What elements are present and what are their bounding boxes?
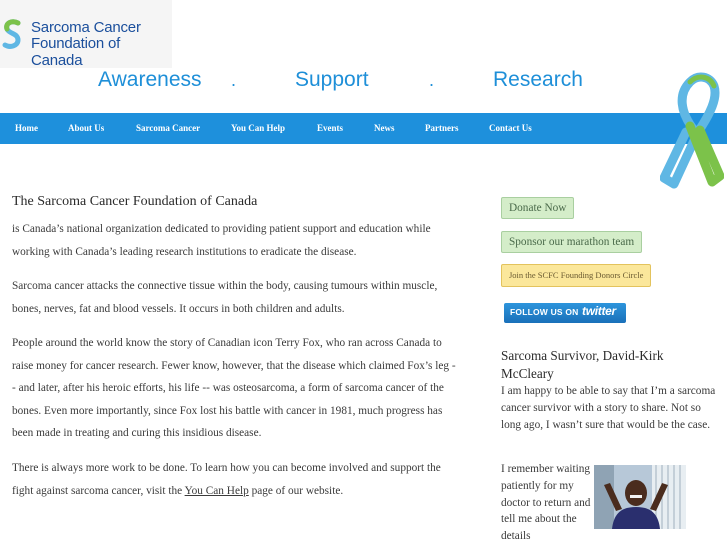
nav-you-can-help[interactable]: You Can Help: [231, 123, 286, 133]
get-involved-paragraph: [12, 457, 457, 502]
tagline-awareness: Awareness: [98, 68, 202, 91]
nav-partners[interactable]: Partners: [425, 123, 459, 133]
nav-about-us[interactable]: About Us: [68, 123, 105, 133]
survivor-title: Sarcoma Survivor, David-Kirk McCleary: [501, 348, 664, 381]
survivor-intro: I am happy to be able to say that I’m a sarcoma cancer survivor with a story to share. Not so long ago, I wasn’t sure that would be the case.: [501, 385, 716, 431]
awareness-ribbon-icon: [660, 72, 724, 192]
terry-fox-paragraph: People around the world know the story of Canadian icon Terry Fox, who ran across Canada to raise money for cancer research. Fewer know, however, that the disease which claimed Fox’s leg -- and later, after his heroic efforts, his life -- was osteosarcoma, a form of sarcoma cancer of the bones. Even more importantly, since Fox lost his battle with cancer in 1981, much progress has been made in treating and curing this insidious disease.: [12, 337, 456, 440]
twitter-follow-button[interactable]: [504, 303, 626, 323]
tagline-support: Support: [295, 68, 369, 91]
get-involved-text-end: page of our website.: [248, 484, 344, 497]
page-title: The Sarcoma Cancer Foundation of Canada: [12, 194, 258, 209]
main-nav: [0, 113, 727, 144]
twitter-brand-label: twitter: [582, 304, 616, 318]
survivor-photo-image: [594, 465, 686, 529]
nav-news[interactable]: News: [374, 123, 395, 133]
nav-events[interactable]: Events: [317, 123, 344, 133]
nav-contact-us[interactable]: Contact Us: [489, 123, 532, 133]
tagline-separator: .: [429, 70, 435, 90]
site-header: [0, 0, 727, 113]
sarcoma-paragraph: Sarcoma cancer attacks the connective tissue within the body, causing tumours within muscle, bones, nerves, fat and blood vessels. It occurs in both children and adults.: [12, 280, 438, 315]
nav-home[interactable]: Home: [15, 123, 38, 133]
twitter-follow-label: FOLLOW US ON: [510, 307, 579, 317]
sponsor-marathon-button[interactable]: Sponsor our marathon team: [501, 231, 642, 253]
logo-s-icon: [2, 19, 22, 49]
logo-line-1: Sarcoma Cancer: [31, 19, 141, 36]
donate-now-button[interactable]: Donate Now: [501, 197, 574, 219]
you-can-help-link[interactable]: You Can Help: [184, 484, 249, 497]
get-involved-text: There is always more work to be done. To learn how you can become involved and support the fight against sarcoma cancer, visit the: [12, 462, 441, 497]
tagline-research: Research: [493, 68, 583, 91]
site-logo[interactable]: [0, 0, 172, 68]
survivor-story: I remember waiting patiently for my doctor to return and tell me about the details: [501, 463, 591, 543]
nav-sarcoma-cancer[interactable]: Sarcoma Cancer: [136, 123, 201, 133]
logo-line-2: Foundation of Canada: [31, 35, 121, 69]
intro-paragraph: is Canada’s national organization dedicated to providing patient support and education while working with Canada’s leading research institutions to eradicate the disease.: [12, 223, 431, 258]
survivor-photo: [594, 465, 686, 529]
tagline-separator: .: [231, 70, 237, 90]
founding-donors-button[interactable]: Join the SCFC Founding Donors Circle: [501, 264, 651, 287]
